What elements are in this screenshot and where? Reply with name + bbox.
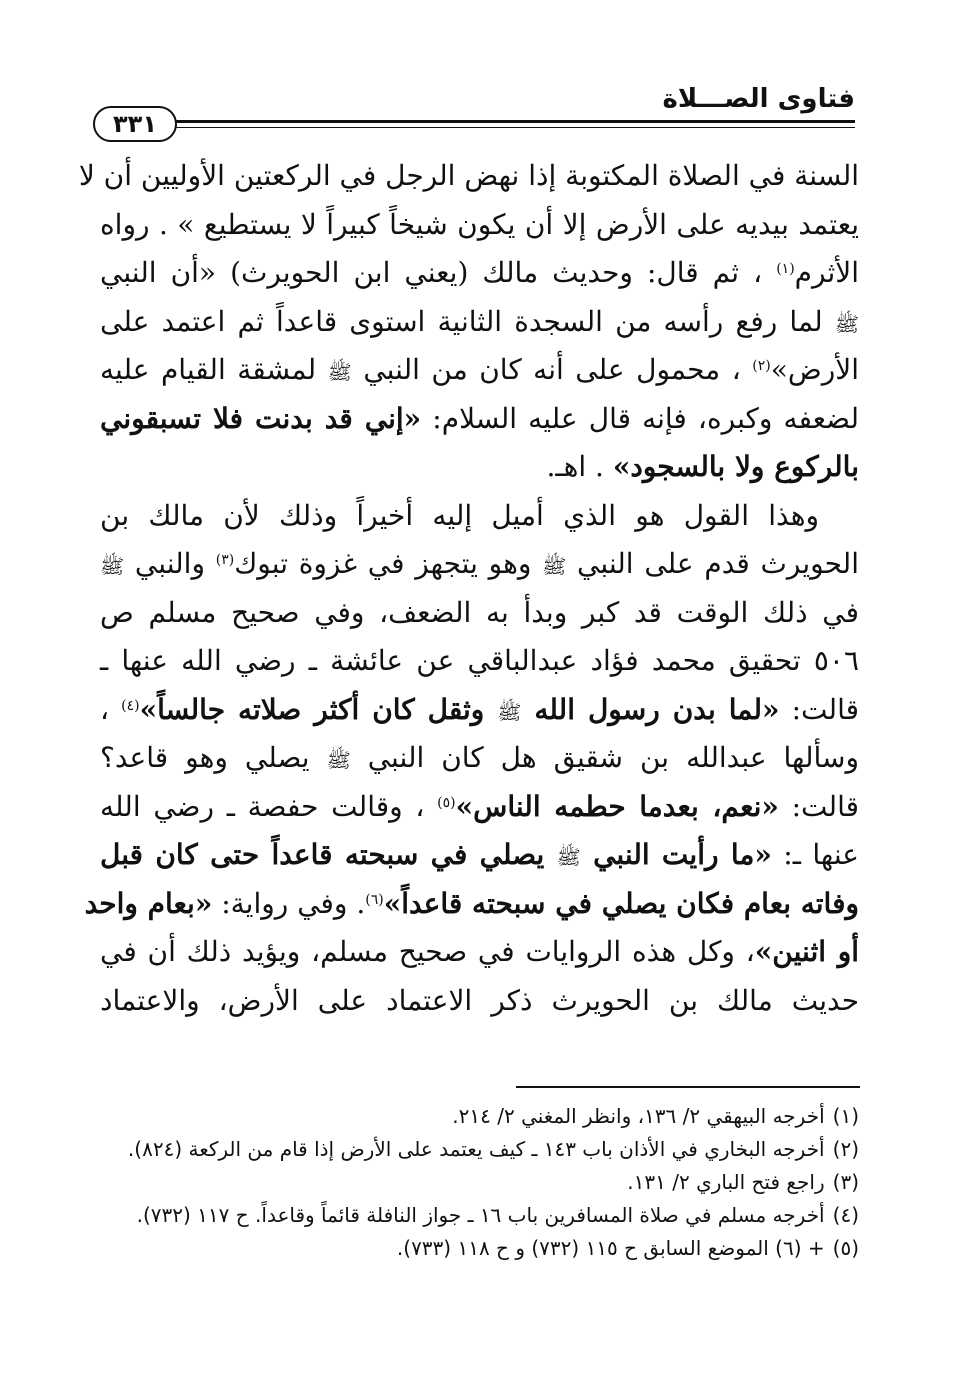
text-run: عنها ـ: xyxy=(771,838,859,871)
text-run: . اهـ. xyxy=(546,450,613,483)
running-title: فتاوى الصـــلاة xyxy=(662,84,855,114)
footnote-number: (١) xyxy=(832,1104,859,1128)
salawat-glyph: ﷺ xyxy=(327,360,352,384)
footnote-separator xyxy=(516,1086,860,1088)
bold-quote: «بعام واحد xyxy=(84,886,213,920)
footnote-reference: (٤) xyxy=(121,697,140,714)
page-number: ٣٣١ xyxy=(93,106,177,142)
footnote-text: أخرجه البيهقي ٢/ ١٣٦، وانظر المغني ٢/ ٢١٤. xyxy=(452,1104,825,1128)
footnote-number: (٢) xyxy=(832,1137,859,1161)
text-run: لمشقة القيام عليه xyxy=(100,353,328,386)
text-line xyxy=(100,395,859,444)
text-run: الأرض» xyxy=(770,353,859,386)
text-line xyxy=(100,977,859,1026)
text-line xyxy=(100,589,859,638)
text-line xyxy=(100,928,859,977)
footnote-reference: (٥) xyxy=(437,794,456,811)
salawat-glyph: ﷺ xyxy=(100,554,125,578)
text-run: قالت: xyxy=(778,789,859,823)
bold-quote: وثقل كان أكثر صلاته جالساً» xyxy=(139,692,498,726)
header-rule xyxy=(176,120,855,123)
header-rule-thin xyxy=(176,127,855,128)
text-run: ، وكل هذه الروايات في صحيح مسلم، ويؤيد ذلك أن في xyxy=(100,935,755,968)
bold-quote: أو اثنين» xyxy=(754,935,860,968)
text-run: ، محمول على أنه كان من النبي xyxy=(351,353,753,386)
main-text xyxy=(78,152,860,1025)
text-run: الحويرث قدم على النبي xyxy=(566,547,859,580)
bold-quote: «لما بدن رسول الله xyxy=(521,692,780,726)
bold-quote: يصلي في سبحته قاعداً حتى كان قبل xyxy=(100,838,557,871)
footnote-item xyxy=(100,1100,859,1133)
text-run: ، ثم قال: وحديث مالك (يعني ابن الحويرث) «أن النبي xyxy=(100,256,777,289)
text-run: والنبي xyxy=(124,547,216,580)
text-line xyxy=(84,880,859,929)
footnote-text: أخرجه مسلم في صلاة المسافرين باب ١٦ ـ جواز النافلة قائماً وقاعداً. ح ١١٧ (٧٣٢). xyxy=(136,1203,825,1227)
text-line xyxy=(78,152,859,201)
footnote-text: راجع فتح الباري ٢/ ١٣١. xyxy=(627,1170,825,1194)
text-line xyxy=(100,783,859,832)
text-line xyxy=(100,443,859,492)
text-line xyxy=(100,492,859,541)
text-run: . وفي رواية: xyxy=(212,886,366,920)
text-line xyxy=(100,249,859,298)
footnote-number: (٣) xyxy=(832,1170,859,1194)
text-run: وسألها عبدالله بن شقيق هل كان النبي xyxy=(350,741,859,774)
text-run: وهذا القول هو الذي أميل إليه أخيراً وذلك لأن مالك بن xyxy=(100,498,819,532)
text-run: الأثرم xyxy=(794,256,859,289)
bold-quote: بالركوع ولا بالسجود» xyxy=(612,450,859,483)
text-line xyxy=(100,686,859,735)
salawat-glyph: ﷺ xyxy=(542,554,567,578)
text-run: وهو يتجهز في غزوة تبوك xyxy=(234,547,543,580)
footnote-reference: (٦) xyxy=(365,891,384,908)
footnote-reference: (١) xyxy=(776,261,795,277)
text-run: لما رفع رأسه من السجدة الثانية استوى قاعداً ثم اعتمد على xyxy=(100,304,835,338)
salawat-glyph: ﷺ xyxy=(326,748,351,772)
text-run: ، xyxy=(100,692,122,726)
text-run: في ذلك الوقت قد كبر وبدأ به الضعف، وفي صحيح مسلم ص xyxy=(100,595,859,629)
salawat-glyph: ﷺ xyxy=(556,845,581,869)
text-run: ، وقالت حفصة ـ رضي الله xyxy=(100,789,438,823)
footnote-reference: (٢) xyxy=(752,358,771,374)
text-line xyxy=(100,346,859,395)
bold-quote: «نعم، بعدما حطمه الناس» xyxy=(455,789,779,823)
text-run: لضعفه وكبره، فإنه قال عليه السلام: xyxy=(421,401,859,435)
footnote-text: + (٦) الموضع السابق ح ١١٥ (٧٣٢) و ح ١١٨ (٧٣٣). xyxy=(396,1236,825,1260)
text-line xyxy=(100,734,859,783)
text-run: يعتمد بيديه على الأرض إلا أن يكون شيخاً كبيراً لا يستطيع » . رواه xyxy=(100,207,859,241)
salawat-glyph: ﷺ xyxy=(497,699,522,724)
text-line xyxy=(100,298,859,347)
text-run: حديث مالك بن الحويرث ذكر الاعتماد على الأرض، والاعتماد xyxy=(100,983,859,1017)
text-line xyxy=(100,637,859,686)
footnote-item xyxy=(100,1133,859,1166)
footnote-text: أخرجه البخاري في الأذان باب ١٤٣ ـ كيف يعتمد على الأرض إذا قام من الركعة (٨٢٤). xyxy=(127,1137,825,1161)
footnote-reference: (٣) xyxy=(215,552,235,568)
text-line xyxy=(100,540,859,589)
footnote-item xyxy=(100,1199,859,1232)
footnotes xyxy=(100,1100,859,1265)
footnote-item xyxy=(100,1232,859,1265)
text-run: يصلي وهو قاعد؟ xyxy=(100,741,327,774)
text-line xyxy=(100,831,859,880)
text-run: ٥٠٦ تحقيق محمد فؤاد عبدالباقي عن عائشة ـ رضي الله عنها ـ xyxy=(100,644,859,677)
bold-quote: «إني قد بدنت فلا تسبقوني xyxy=(100,401,422,435)
footnote-number: (٥) xyxy=(832,1236,859,1260)
text-line xyxy=(100,201,859,250)
text-run: السنة في الصلاة المكتوبة إذا نهض الرجل في الركعتين الأوليين أن لا xyxy=(78,159,859,192)
footnote-item xyxy=(100,1166,859,1199)
bold-quote: «ما رأيت النبي xyxy=(580,838,772,871)
footnote-number: (٤) xyxy=(832,1203,859,1227)
text-run: قالت: xyxy=(779,692,859,726)
bold-quote: وفاته بعام فكان يصلي في سبحته قاعداً» xyxy=(383,886,859,920)
salawat-glyph: ﷺ xyxy=(834,311,859,336)
